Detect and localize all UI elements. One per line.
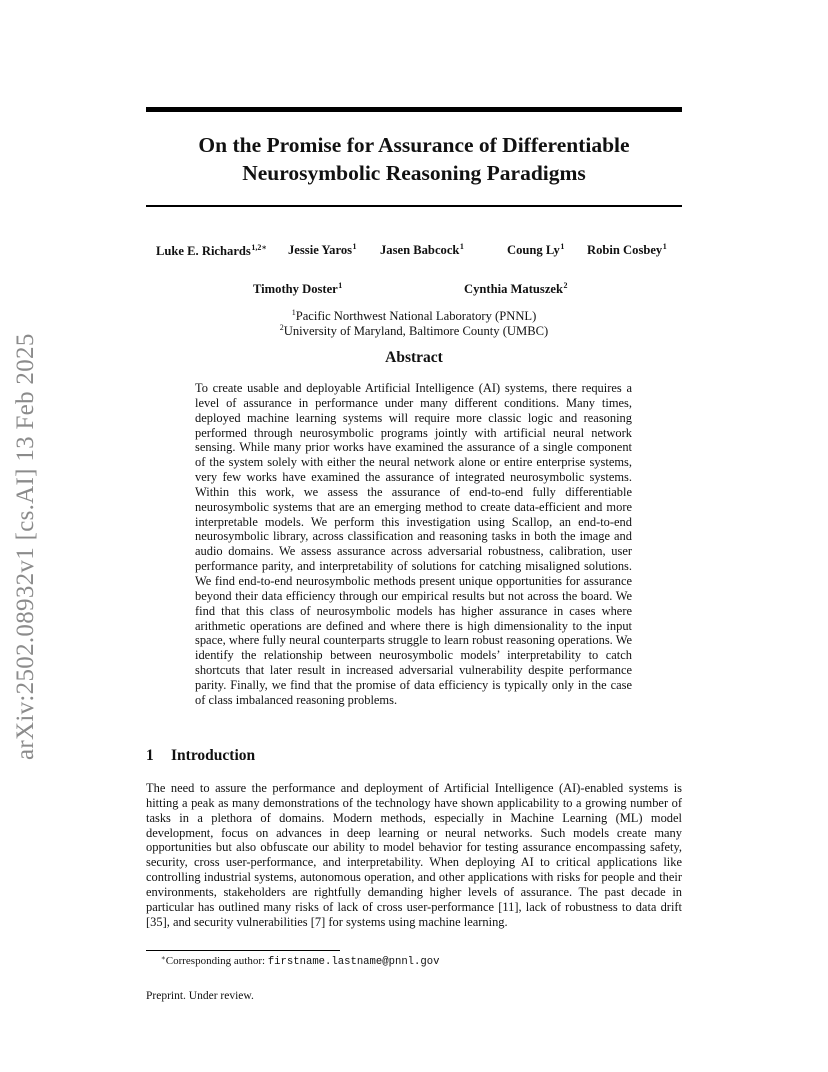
title-line-2: Neurosymbolic Reasoning Paradigms xyxy=(242,161,586,185)
section-heading-introduction xyxy=(146,747,255,765)
preprint-note: Preprint. Under review. xyxy=(146,990,254,1002)
author-jasen-babcock: Jasen Babcock$^1$ xyxy=(380,242,464,257)
section-title: Introduction xyxy=(171,747,256,764)
section-number: 1 xyxy=(146,747,154,764)
author-luke-richards: Luke E. Richards$^{1,2∗}$ xyxy=(156,243,267,258)
footnote-email: firstname.lastname@pnnl.gov xyxy=(267,956,440,968)
author-cynthia-matuszek: Cynthia Matuszek$^2$ xyxy=(464,281,568,296)
author-coung-ly: Coung Ly$^1$ xyxy=(507,242,565,257)
paper-title xyxy=(146,131,682,187)
title-line-1: On the Promise for Assurance of Differentiable xyxy=(198,133,630,157)
author-timothy-doster: Timothy Doster$^1$ xyxy=(253,281,343,296)
title-rule-top xyxy=(146,107,682,112)
author-jessie-yaros: Jessie Yaros$^1$ xyxy=(288,242,357,257)
abstract-body: To create usable and deployable Artificial Intelligence (AI) systems, there requires a level of assurance in performance under many different conditions. Many times, deployed machine learning systems will require more classic logic and reasoning performed through neurosymbolic programs jointly with artificial neural network sensing. While many prior works have examined the assurance of a single component of the system solely with either the neural network alone or entire enterprise systems, very few works have examined the assurance of integrated neurosymbolic systems. Within this work, we assess the assurance of end-to-end fully differentiable neurosymbolic systems that are an emerging method to create data-efficient and more interpretable models. We perform this investigation using Scallop, an end-to-end neurosymbolic library, across classification and reasoning tasks in both the image and audio domains. We assess assurance across adversarial robustness, calibration, user performance parity, and interpretability of solutions for catching misaligned solutions. We find end-to-end neurosymbolic methods present unique opportunities for assurance beyond their data efficiency through our empirical results but not across the board. We find that this class of neurosymbolic models has higher assurance in cases where arithmetic operations are defined and where there is high dimensionality to the input space, where fully neural counterparts struggle to learn robust reasoning operations. We identify the relationship between neurosymbolic models’ interpretability to catch shortcuts that later result in increased adversarial vulnerability despite performance parity. Finally, we find that the promise of data efficiency is typically only in the case of class imbalanced reasoning problems. xyxy=(195,381,632,707)
affiliation-pnnl: $^1$Pacific Northwest National Laboratory (PNNL) xyxy=(291,308,537,323)
abstract-heading: Abstract xyxy=(385,349,443,366)
introduction-body: The need to assure the performance and deployment of Artificial Intelligence (AI)-enabled systems is hitting a peak as many demonstrations of the technology have shown applicability to a growing number of tasks in a plethora of domains. Modern methods, especially in Machine Learning (ML) model development, focus on advances in deep learning or neural networks. Such models create many opportunities but also obfuscate our ability to model behavior for testing assurance encompassing safety, security, cross user-performance, and interpretability. When deploying AI to critical applications like controlling industrial systems, autonomous operation, and other applications with risks for people and their environments, stakeholders are rightfully demanding higher levels of assurance. The past decade in particular has outlined many risks of lack of cross user-performance [11], lack of robustness to data drift [35], and security vulnerabilities [7] for systems using machine learning. xyxy=(146,781,682,929)
arxiv-stamp: arXiv:2502.08932v1 [cs.AI] 13 Feb 2025 xyxy=(12,333,39,760)
footnote: ∗Corresponding author: firstname.lastname@pnnl.gov xyxy=(161,954,440,968)
author-robin-cosbey: Robin Cosbey$^1$ xyxy=(587,242,667,257)
footnote-rule xyxy=(146,950,340,951)
title-rule-bottom xyxy=(146,205,682,207)
affiliation-umbc: $^2$University of Maryland, Baltimore County (UMBC) xyxy=(279,323,549,338)
